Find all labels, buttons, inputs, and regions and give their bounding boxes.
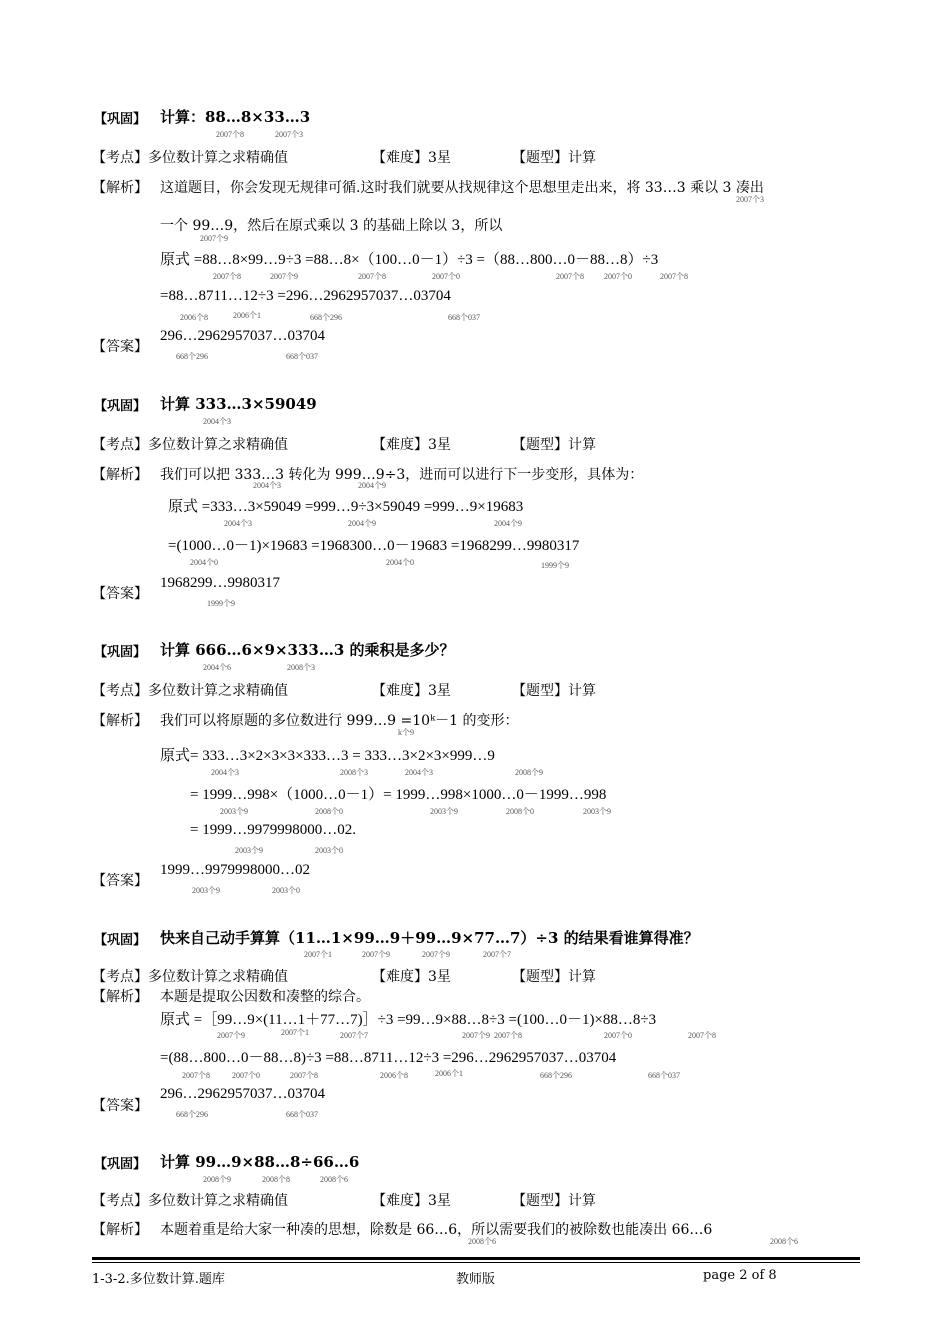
question-type-label: 【题型】计算 (512, 150, 596, 166)
jiexi-subscript: 2007个8 (290, 1071, 318, 1080)
question-type-label: 【题型】计算 (512, 437, 596, 453)
jiexi-subscript: 2007个1 (281, 1028, 309, 1037)
kaodian-label: 【考点】多位数计算之求精确值 (92, 437, 288, 453)
jiexi-subscript: 2004个9 (494, 519, 522, 528)
answer-subscript: 668个037 (286, 352, 318, 361)
jiexi-subscript: 2006个1 (435, 1069, 463, 1078)
footer-edition: 教师版 (456, 1272, 496, 1287)
jiexi-subscript: 2008个0 (506, 807, 534, 816)
question-type-label: 【题型】计算 (512, 683, 596, 699)
jiexi-subscript: 2003个0 (315, 846, 343, 855)
question-subscript: 2004个3 (203, 417, 231, 426)
difficulty-label: 【难度】3星 (372, 150, 451, 166)
jiexi-subscript: 2007个0 (604, 1031, 632, 1040)
jiexi-subscript: 2007个0 (604, 272, 632, 281)
jiexi-subscript: 2007个8 (660, 272, 688, 281)
question-subscript: 2007个7 (483, 950, 511, 959)
jiexi-line: =(1000…0－1)×19683 =1968300…0－19683 =1968299…9980317 (168, 538, 580, 554)
jiexi-subscript: 2004个0 (386, 558, 414, 567)
jiexi-subscript: 2003个9 (583, 807, 611, 816)
jiexi-subscript: 2007个0 (432, 272, 460, 281)
jiexi-subscript: 2007个9 (217, 1031, 245, 1040)
jiexi-subscript: 2008个6 (770, 1237, 798, 1246)
kaodian-label: 【考点】多位数计算之求精确值 (92, 969, 288, 985)
answer-value: 1999…9979998000…02 (160, 862, 310, 878)
jiexi-subscript: 2004个3 (224, 519, 252, 528)
answer-subscript: 2003个9 (192, 886, 220, 895)
jiexi-line: 本题是提取公因数和凑整的综合。 (160, 989, 370, 1005)
jiexi-subscript: 2003个9 (220, 807, 248, 816)
jiexi-line: 原式 =88…8×99…9÷3 =88…8×（100…0－1）÷3 =（88…800…0－88…8）÷3 (160, 252, 659, 268)
jiexi-subscript: 668个296 (310, 313, 342, 322)
jiexi-subscript: 2007个3 (736, 195, 764, 204)
jiexi-subscript: 668个296 (540, 1071, 572, 1080)
answer-subscript: 668个037 (286, 1110, 318, 1119)
jiexi-subscript: 2007个9 (270, 272, 298, 281)
jiexi-line: =(88…800…0－88…8)÷3 =88…8711…12÷3 =296…2962957037…03704 (160, 1050, 617, 1066)
jiexi-line: 一个 99…9，然后在原式乘以 3 的基础上除以 3，所以 (160, 218, 503, 234)
question-subscript: 2008个9 (203, 1175, 231, 1184)
jiexi-subscript: 2007个8 (494, 1031, 522, 1040)
jiexi-subscript: 2004个9 (348, 519, 376, 528)
footer-doc-title: 1-3-2.多位数计算.题库 (92, 1272, 225, 1287)
answer-label: 【答案】 (92, 873, 148, 889)
jiexi-subscript: 2007个9 (462, 1031, 490, 1040)
jiexi-line: 这道题目，你会发现无规律可循.这时我们就要从找规律这个思想里走出来，将 33…3 乘以 3 凑出 (160, 180, 764, 196)
jiexi-subscript: 2008个0 (315, 807, 343, 816)
jiexi-label: 【解析】 (92, 989, 148, 1005)
jiexi-label: 【解析】 (92, 1222, 148, 1238)
answer-value: 1968299…9980317 (160, 575, 280, 591)
answer-subscript: 668个296 (176, 1110, 208, 1119)
answer-subscript: 1999个9 (207, 599, 235, 608)
question-subscript: 2004个6 (203, 663, 231, 672)
jiexi-subscript: 2008个3 (340, 768, 368, 777)
jiexi-subscript: 2007个9 (200, 234, 228, 243)
question-subscript: 2008个6 (320, 1175, 348, 1184)
jiexi-line: = 1999…998×（1000…0－1）= 1999…998×1000…0－1999…998 (190, 787, 607, 803)
kaodian-label: 【考点】多位数计算之求精确值 (92, 1193, 288, 1209)
jiexi-subscript: 2004个9 (358, 481, 386, 490)
footer-rule-thin (92, 1262, 860, 1263)
jiexi-subscript: 2007个8 (213, 272, 241, 281)
jiexi-label: 【解析】 (92, 467, 148, 483)
problem-tag: 【巩固】 (94, 933, 147, 948)
jiexi-subscript: 2007个8 (182, 1071, 210, 1080)
jiexi-line: =88…8711…12÷3 =296…2962957037…03704 (160, 288, 451, 304)
jiexi-subscript: 2004个3 (405, 768, 433, 777)
question-type-label: 【题型】计算 (512, 969, 596, 985)
answer-subscript: 668个296 (176, 352, 208, 361)
kaodian-label: 【考点】多位数计算之求精确值 (92, 683, 288, 699)
question-text: 计算 333…3×59049 (160, 395, 317, 413)
jiexi-subscript: 2006个1 (233, 311, 261, 320)
jiexi-subscript: 2006个8 (380, 1071, 408, 1080)
jiexi-subscript: 1999个9 (541, 561, 569, 570)
question-text: 计算 666…6×9×333…3 的乘积是多少？ (160, 641, 455, 659)
question-subscript: 2007个1 (304, 950, 332, 959)
difficulty-label: 【难度】3星 (372, 1193, 451, 1209)
problem-tag: 【巩固】 (94, 1157, 147, 1172)
jiexi-subscript: 2007个8 (556, 272, 584, 281)
difficulty-label: 【难度】3星 (372, 437, 451, 453)
answer-label: 【答案】 (92, 586, 148, 602)
jiexi-subscript: 2007个7 (340, 1031, 368, 1040)
answer-value: 296…2962957037…03704 (160, 328, 325, 344)
question-subscript: 2007个3 (275, 130, 303, 139)
question-subscript: 2007个9 (422, 950, 450, 959)
jiexi-subscript: 2004个3 (253, 481, 281, 490)
jiexi-line: 我们可以把 333…3 转化为 999…9÷3，进而可以进行下一步变形，具体为： (160, 467, 644, 483)
question-subscript: 2007个8 (216, 130, 244, 139)
question-subscript: 2008个8 (262, 1175, 290, 1184)
answer-label: 【答案】 (92, 1098, 148, 1114)
question-text: 计算 99…9×88…8÷66…6 (160, 1153, 360, 1171)
footer-rule-thick (92, 1257, 860, 1260)
jiexi-subscript: 668个037 (448, 313, 480, 322)
question-subscript: 2007个9 (362, 950, 390, 959)
jiexi-subscript: 2004个3 (211, 768, 239, 777)
jiexi-label: 【解析】 (92, 713, 148, 729)
jiexi-line: 本题着重是给大家一种凑的思想，除数是 66…6，所以需要我们的被除数也能凑出 66…6 (160, 1222, 713, 1238)
answer-label: 【答案】 (92, 339, 148, 355)
problem-tag: 【巩固】 (94, 399, 147, 414)
answer-value: 296…2962957037…03704 (160, 1086, 325, 1102)
jiexi-subscript: 2007个8 (358, 272, 386, 281)
jiexi-subscript: 2007个8 (688, 1031, 716, 1040)
jiexi-line: 我们可以将原题的多位数进行 999…9 =10ᵏ－1 的变形： (160, 713, 519, 729)
jiexi-subscript: 2003个9 (430, 807, 458, 816)
kaodian-label: 【考点】多位数计算之求精确值 (92, 150, 288, 166)
jiexi-line: 原式= 333…3×2×3×3×333…3 = 333…3×2×3×999…9 (160, 748, 495, 764)
jiexi-subscript: 2004个0 (190, 558, 218, 567)
jiexi-line: = 1999…9979998000…02. (190, 822, 356, 838)
problem-tag: 【巩固】 (94, 112, 147, 127)
question-text: 快来自己动手算算（11…1×99…9＋99…9×77…7）÷3 的结果看谁算得准？ (160, 929, 699, 947)
question-subscript: 2008个3 (287, 663, 315, 672)
jiexi-subscript: k个9 (398, 728, 414, 737)
jiexi-line: 原式 =333…3×59049 =999…9÷3×59049 =999…9×19683 (168, 499, 524, 515)
jiexi-line: 原式 =［99…9×(11…1＋77…7)］÷3 =99…9×88…8÷3 =(100…0－1)×88…8÷3 (160, 1012, 657, 1028)
difficulty-label: 【难度】3星 (372, 683, 451, 699)
problem-tag: 【巩固】 (94, 645, 147, 660)
question-type-label: 【题型】计算 (512, 1193, 596, 1209)
jiexi-subscript: 2008个9 (515, 768, 543, 777)
jiexi-subscript: 2008个6 (468, 1237, 496, 1246)
footer-page-number: page 2 of 8 (703, 1268, 777, 1283)
question-text: 计算：88…8×33…3 (160, 108, 311, 126)
difficulty-label: 【难度】3星 (372, 969, 451, 985)
jiexi-subscript: 668个037 (648, 1071, 680, 1080)
jiexi-subscript: 2006个8 (180, 313, 208, 322)
answer-subscript: 2003个0 (272, 886, 300, 895)
jiexi-subscript: 2007个0 (232, 1071, 260, 1080)
jiexi-subscript: 2003个9 (235, 846, 263, 855)
jiexi-label: 【解析】 (92, 180, 148, 196)
